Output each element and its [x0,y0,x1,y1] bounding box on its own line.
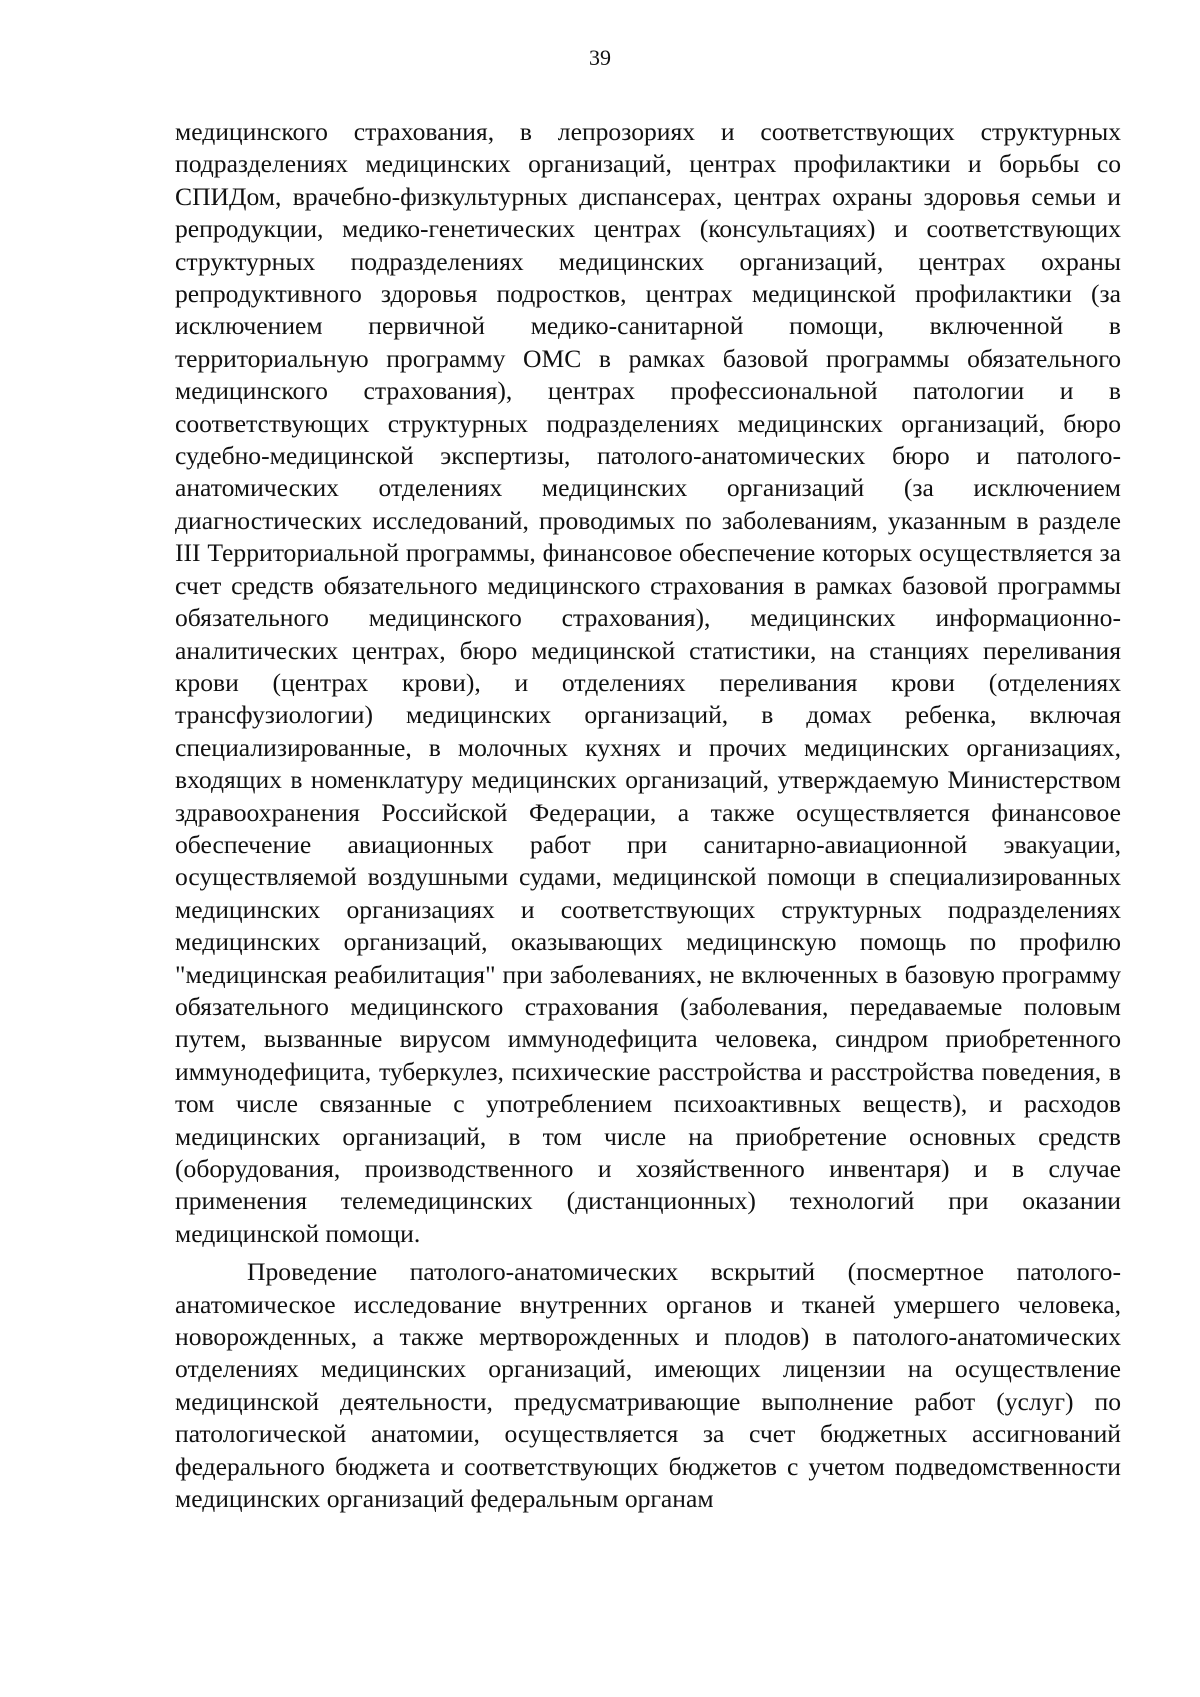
page-number: 39 [589,45,611,70]
paragraph-continuation: медицинского страхования, в лепрозориях и соответствующих структурных подразделениях медицинских организаций, центрах профилактики и борьбы со СПИДом, врачебно-физкультурных диспансерах, центрах охраны здоровья семьи и репродукции, медико-генетических центрах (консультациях) и соответствующих структурных подразделениях медицинских организаций, центрах охраны репродуктивного здоровья подростков, центрах медицинской профилактики (за исключением первичной медико-санитарной помощи, включенной в территориальную программу ОМС в рамках базовой программы обязательного медицинского страхования), центрах профессиональной патологии и в соответствующих структурных подразделениях медицинских организаций, бюро судебно-медицинской экспертизы, патолого-анатомических бюро и патолого-анатомических отделениях медицинских организаций (за исключением диагностических исследований, проводимых по заболеваниям, указанным в разделе III Территориальной программы, финансовое обеспечение которых осуществляется за счет средств обязательного медицинского страхования в рамках базовой программы обязательного медицинского страхования), медицинских информационно-аналитических центрах, бюро медицинской статистики, на станциях переливания крови (центрах крови), и отделениях переливания крови (отделениях трансфузиологии) медицинских организаций, в домах ребенка, включая специализированные, в молочных кухнях и прочих медицинских организациях, входящих в номенклатуру медицинских организаций, утверждаемую Министерством здравоохранения Российской Федерации, а также осуществляется финансовое обеспечение авиационных работ при санитарно-авиационной эвакуации, осуществляемой воздушными судами, медицинской помощи в специализированных медицинских организациях и соответствующих структурных подразделениях медицинских организаций, оказывающих медицинскую помощь по профилю "медицинская реабилитация" при заболеваниях, не включенных в базовую программу обязательного медицинского страхования (заболевания, передаваемые половым путем, вызванные вирусом иммунодефицита человека, синдром приобретенного иммунодефицита, туберкулез, психические расстройства и расстройства поведения, в том числе связанные с употреблением психоактивных веществ), и расходов медицинских организаций, в том числе на приобретение основных средств (оборудования, производственного и хозяйственного инвентаря) и в случае применения телемедицинских (дистанционных) технологий при оказании медицинской помощи. [175,117,1121,1248]
paragraph-autopsy-financing: Проведение патолого-анатомических вскрытий (посмертное патолого-анатомическое исследование внутренних органов и тканей умершего человека, новорожденных, а также мертворожденных и плодов) в патолого-анатомических отделениях медицинских организаций, имеющих лицензии на осуществление медицинской деятельности, предусматривающие выполнение работ (услуг) по патологической анатомии, осуществляется за счет бюджетных ассигнований федерального бюджета и соответствующих бюджетов с учетом подведомственности медицинских организаций федеральным органам [175,1257,1121,1514]
body-text [175,116,1121,1515]
